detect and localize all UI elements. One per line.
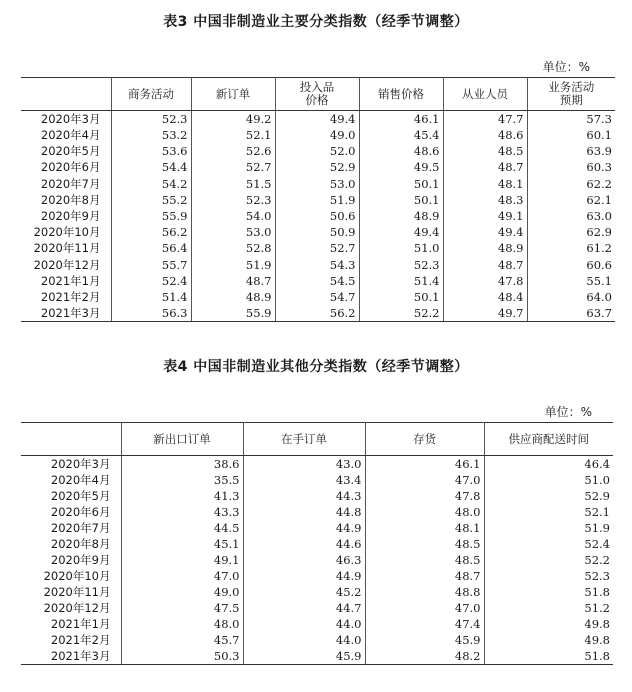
row-month-label: 2020年7月 [21,176,111,192]
table-cell-value: 47.0 [121,568,243,584]
table-cell-value: 54.3 [275,257,359,273]
table-cell-value: 44.6 [243,536,365,552]
table-cell-value: 51.4 [359,273,443,289]
table-cell-value: 44.9 [243,568,365,584]
row-month-label: 2021年2月 [21,632,121,648]
table-cell-value: 47.8 [365,488,484,504]
table-cell-value: 62.9 [586,225,612,240]
table-cell-value: 63.0 [586,209,612,224]
table-cell-value: 46.3 [243,552,365,568]
table3-body [21,111,615,322]
table-cell-value: 48.4 [443,289,527,305]
table-cell-value: 51.0 [584,473,610,487]
table-cell-value: 48.9 [191,289,275,305]
table-cell-value: 48.6 [359,143,443,159]
table-cell-value: 48.6 [443,127,527,143]
column-header: 商务活动 [111,78,191,111]
table3-header-row [21,78,615,111]
table-cell-value: 53.6 [111,143,191,159]
table-row [21,488,613,504]
table-cell-value: 55.1 [586,273,612,288]
row-month-label: 2020年6月 [21,159,111,175]
table-cell-value: 49.7 [443,305,527,322]
table-cell-value: 47.5 [121,600,243,616]
table-cell-value: 50.6 [275,208,359,224]
table4-title: 表4 中国非制造业其他分类指数（经季节调整） [163,359,469,375]
table-cell-value: 54.4 [111,159,191,175]
row-month-label: 2021年1月 [21,273,111,289]
table-cell-value: 50.1 [359,289,443,305]
row-month-label: 2020年4月 [21,127,111,143]
table-cell-value: 44.7 [243,600,365,616]
table-row [21,504,613,520]
row-month-label: 2020年12月 [21,257,111,273]
table-cell-value: 48.1 [443,176,527,192]
column-header: 新出口订单 [121,423,243,456]
table4-header-row [21,423,613,456]
table-cell-value: 48.2 [365,648,484,665]
row-month-label: 2020年8月 [21,536,121,552]
table-cell-value: 47.7 [443,111,527,128]
column-header: 从业人员 [443,78,527,111]
row-month-label: 2020年9月 [21,208,111,224]
table-cell-value: 52.3 [584,569,610,583]
row-month-label: 2021年2月 [21,289,111,305]
table-row [21,208,615,224]
column-header: 新订单 [191,78,275,111]
table-cell-value: 48.0 [365,504,484,520]
table-row [21,240,615,256]
table-cell-value: 43.3 [121,504,243,520]
table-cell-value: 54.2 [111,176,191,192]
table-cell-value: 44.8 [243,504,365,520]
table-row [21,600,613,616]
table-row [21,616,613,632]
row-month-label: 2020年10月 [21,224,111,240]
table-cell-value: 48.8 [365,584,484,600]
table-cell-value: 52.4 [584,537,610,551]
table-cell-value: 48.5 [365,536,484,552]
table-cell-value: 52.1 [584,505,610,519]
table-cell-value: 47.4 [365,616,484,632]
table-cell-value: 52.2 [359,305,443,322]
table-cell-value: 54.5 [275,273,359,289]
table-cell-value: 52.3 [359,257,443,273]
table-cell-value: 44.3 [243,488,365,504]
table-cell-value: 51.4 [111,289,191,305]
table-row [21,192,615,208]
row-month-label: 2020年10月 [21,568,121,584]
table-cell-value: 50.9 [275,224,359,240]
table-cell-value: 51.5 [191,176,275,192]
row-month-label: 2021年3月 [21,648,121,665]
table-cell-value: 60.6 [586,257,612,272]
table-cell-value: 55.9 [111,208,191,224]
table-row [21,176,615,192]
table-row [21,648,613,665]
table-cell-value: 55.2 [111,192,191,208]
table-cell-value: 45.9 [243,648,365,665]
table-cell-value: 54.7 [275,289,359,305]
table-cell-value: 49.1 [121,552,243,568]
row-month-label: 2020年3月 [21,456,121,473]
table-cell-value: 47.0 [365,600,484,616]
table-cell-value: 53.0 [275,176,359,192]
table-cell-value: 49.5 [359,159,443,175]
table-cell-value: 51.8 [584,585,610,599]
table-cell-value: 64.0 [586,289,612,304]
table-cell-value: 49.8 [584,633,610,647]
table-row [21,289,615,305]
column-header: 销售价格 [359,78,443,111]
table4-unit-label: 单位：% [544,405,592,419]
table-cell-value: 49.4 [443,224,527,240]
table-cell-value: 52.9 [275,159,359,175]
table-row [21,584,613,600]
table-cell-value: 56.2 [111,224,191,240]
table-cell-value: 55.7 [111,257,191,273]
table-cell-value: 43.4 [243,472,365,488]
table-cell-value: 49.1 [443,208,527,224]
table-cell-value: 61.2 [586,241,612,256]
table-cell-value: 47.0 [365,472,484,488]
table-row [21,456,613,473]
table-cell-value: 44.0 [243,632,365,648]
table-row [21,111,615,128]
table-cell-value: 60.3 [586,160,612,175]
table-cell-value: 49.4 [275,111,359,128]
table-row [21,305,615,322]
table-cell-value: 50.1 [359,192,443,208]
table-cell-value: 49.2 [191,111,275,128]
table3-main-indices [21,77,615,322]
table-cell-value: 49.0 [121,584,243,600]
table-cell-value: 52.4 [111,273,191,289]
table-cell-value: 46.1 [359,111,443,128]
table-cell-value: 49.8 [584,617,610,631]
table-cell-value: 35.5 [121,472,243,488]
column-header: 业务活动 预期 [527,78,615,111]
table-cell-value: 63.9 [586,144,612,159]
table-row [21,257,615,273]
table-cell-value: 47.8 [443,273,527,289]
table-cell-value: 45.2 [243,584,365,600]
table-cell-value: 45.4 [359,127,443,143]
table-cell-value: 38.6 [121,456,243,473]
table-row [21,143,615,159]
table-cell-value: 52.9 [584,489,610,503]
table-cell-value: 48.7 [443,159,527,175]
column-header: 投入品 价格 [275,78,359,111]
table-cell-value: 50.3 [121,648,243,665]
table-cell-value: 41.3 [121,488,243,504]
table-cell-value: 53.2 [111,127,191,143]
table-cell-value: 53.0 [191,224,275,240]
row-month-label: 2021年1月 [21,616,121,632]
table-cell-value: 44.5 [121,520,243,536]
table-cell-value: 45.1 [121,536,243,552]
table3-title: 表3 中国非制造业主要分类指数（经季节调整） [163,14,469,30]
column-header: 存货 [365,423,484,456]
table-row [21,632,613,648]
table-cell-value: 51.2 [584,601,610,615]
table-cell-value: 56.3 [111,305,191,322]
column-header-month [21,78,111,111]
table-row [21,273,615,289]
table-cell-value: 56.4 [111,240,191,256]
table-cell-value: 55.9 [191,305,275,322]
table-cell-value: 52.6 [191,143,275,159]
table3-unit-label: 单位：% [542,60,590,74]
table-cell-value: 56.2 [275,305,359,322]
row-month-label: 2020年11月 [21,584,121,600]
table-cell-value: 52.3 [111,111,191,128]
column-header-month [21,423,121,456]
table-cell-value: 45.9 [365,632,484,648]
table-row [21,568,613,584]
table-cell-value: 51.8 [484,648,613,665]
row-month-label: 2020年3月 [21,111,111,128]
row-month-label: 2020年6月 [21,504,121,520]
table4-body [21,456,613,665]
table-cell-value: 44.9 [243,520,365,536]
table-row [21,127,615,143]
table-cell-value: 44.0 [243,616,365,632]
row-month-label: 2020年5月 [21,143,111,159]
table-cell-value: 49.4 [359,224,443,240]
table-cell-value: 48.5 [443,143,527,159]
table-cell-value: 48.7 [443,257,527,273]
table-cell-value: 48.9 [443,240,527,256]
table-cell-value: 60.1 [586,128,612,143]
table-cell-value: 48.7 [191,273,275,289]
table-cell-value: 48.0 [121,616,243,632]
table-cell-value: 48.3 [443,192,527,208]
row-month-label: 2020年8月 [21,192,111,208]
row-month-label: 2020年5月 [21,488,121,504]
table-row [21,472,613,488]
table-cell-value: 63.7 [527,305,615,322]
table-row [21,552,613,568]
table-cell-value: 51.9 [275,192,359,208]
table-cell-value: 51.9 [584,521,610,535]
table-cell-value: 52.3 [191,192,275,208]
table-cell-value: 43.0 [243,456,365,473]
table-row [21,536,613,552]
table-cell-value: 45.7 [121,632,243,648]
table4-other-indices [21,422,613,665]
table-cell-value: 46.4 [584,457,610,471]
table-cell-value: 52.1 [191,127,275,143]
table-cell-value: 57.3 [586,112,612,126]
table-cell-value: 51.9 [191,257,275,273]
table-row [21,224,615,240]
table-cell-value: 46.1 [365,456,484,473]
table-cell-value: 49.0 [275,127,359,143]
row-month-label: 2020年7月 [21,520,121,536]
table-cell-value: 48.7 [365,568,484,584]
row-month-label: 2020年4月 [21,472,121,488]
table-cell-value: 62.1 [586,192,612,207]
row-month-label: 2020年12月 [21,600,121,616]
row-month-label: 2021年3月 [21,305,111,322]
table-cell-value: 52.7 [191,159,275,175]
table-cell-value: 48.5 [365,552,484,568]
row-month-label: 2020年11月 [21,240,111,256]
table-cell-value: 52.2 [584,553,610,567]
table-cell-value: 48.1 [365,520,484,536]
table-cell-value: 62.2 [586,176,612,191]
column-header: 供应商配送时间 [484,423,613,456]
row-month-label: 2020年9月 [21,552,121,568]
table-cell-value: 54.0 [191,208,275,224]
table-cell-value: 48.9 [359,208,443,224]
table-cell-value: 52.0 [275,143,359,159]
column-header: 在手订单 [243,423,365,456]
table-row [21,159,615,175]
table-cell-value: 52.7 [275,240,359,256]
table-row [21,520,613,536]
table-cell-value: 50.1 [359,176,443,192]
table-cell-value: 52.8 [191,240,275,256]
table-cell-value: 51.0 [359,240,443,256]
